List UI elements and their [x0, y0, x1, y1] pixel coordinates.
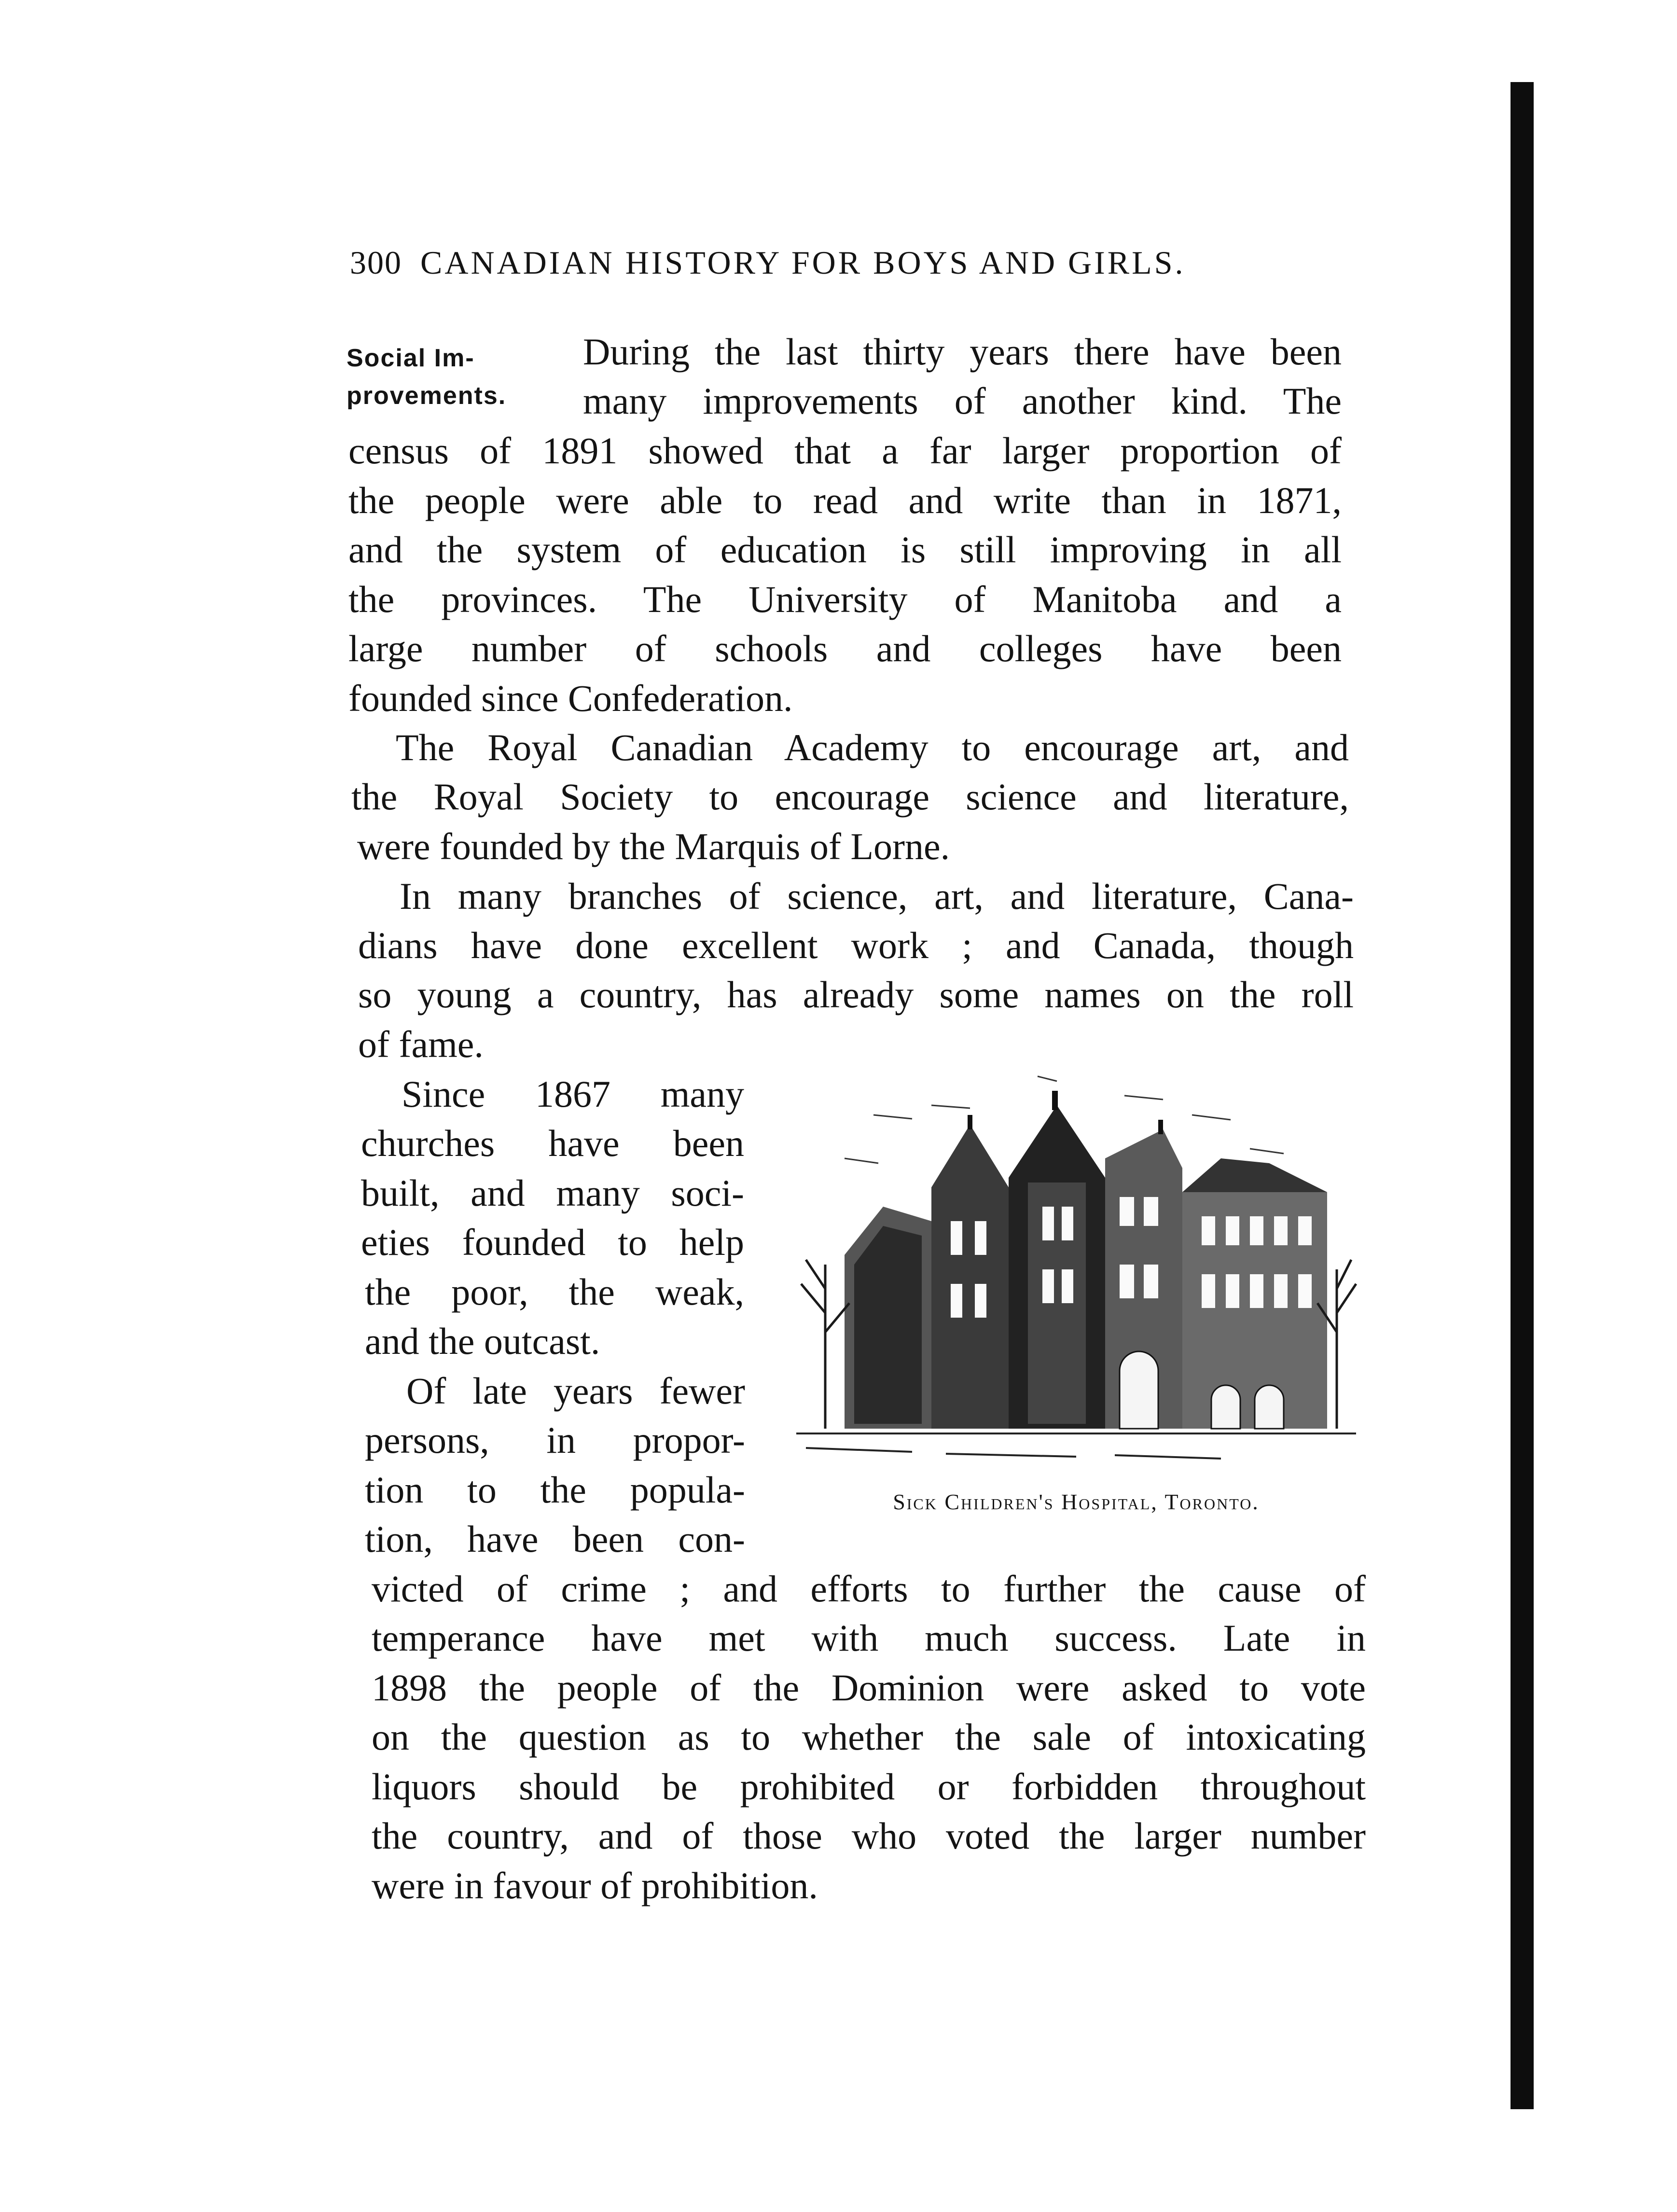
page-number: 300 — [350, 244, 402, 281]
text-line: census of 1891 showed that a far larger proportion of — [348, 430, 1342, 472]
building-engraving-icon — [787, 1062, 1366, 1477]
text-line: and the system of education is still improving in all — [348, 529, 1342, 570]
text-line: churches have been — [361, 1122, 744, 1164]
text-line: Since 1867 many — [402, 1073, 744, 1115]
text-line: The Royal Canadian Academy to encourage art, and — [396, 726, 1349, 768]
text-line: the people were able to read and write than in 1871, — [348, 479, 1342, 521]
text-line: the provinces. The University of Manitoba and a — [348, 578, 1342, 620]
text-line: During the last thirty years there have been — [583, 331, 1342, 373]
text-line: In many branches of science, art, and literature, Cana- — [400, 875, 1354, 917]
running-header — [350, 244, 1267, 282]
book-spine-shadow — [1511, 82, 1534, 2109]
text-line: and the outcast. — [365, 1320, 600, 1362]
figure-caption: Sick Children's Hospital, Toronto. — [893, 1489, 1260, 1514]
text-line: were in favour of prohibition. — [372, 1864, 818, 1906]
text-line: Of late years fewer — [406, 1370, 745, 1412]
text-line: liquors should be prohibited or forbidden throughout — [372, 1766, 1366, 1808]
text-line: persons, in propor- — [365, 1419, 745, 1461]
text-line: large number of schools and colleges have been — [348, 627, 1342, 669]
hospital-illustration — [787, 1062, 1366, 1477]
text-line: eties founded to help — [361, 1221, 744, 1263]
text-line: built, and many soci- — [361, 1172, 744, 1214]
running-title: CANADIAN HISTORY FOR BOYS AND GIRLS. — [420, 244, 1186, 281]
text-line: the poor, the weak, — [365, 1271, 744, 1313]
text-line: many improvements of another kind. The — [583, 380, 1342, 422]
text-line: tion, have been con- — [365, 1518, 745, 1560]
text-line: so young a country, has already some names on the roll — [358, 974, 1354, 1016]
text-line: the Royal Society to encourage science and literature, — [351, 776, 1349, 818]
text-line: of fame. — [358, 1023, 484, 1065]
text-line: victed of crime ; and efforts to further the cause of — [372, 1568, 1366, 1610]
sidenote-line-2: provements. — [346, 382, 507, 410]
text-line: the country, and of those who voted the larger number — [372, 1815, 1366, 1857]
text-line: 1898 the people of the Dominion were asked to vote — [372, 1667, 1366, 1709]
text-line: dians have done excellent work ; and Canada, though — [358, 924, 1354, 966]
text-line: founded since Confederation. — [348, 677, 793, 719]
text-line: on the question as to whether the sale of intoxicating — [372, 1716, 1366, 1758]
text-line: tion to the popula- — [365, 1469, 745, 1511]
text-line: temperance have met with much success. Late in — [372, 1617, 1366, 1659]
sidenote-line-1: Social Im- — [346, 344, 475, 372]
text-line: were founded by the Marquis of Lorne. — [357, 825, 950, 867]
